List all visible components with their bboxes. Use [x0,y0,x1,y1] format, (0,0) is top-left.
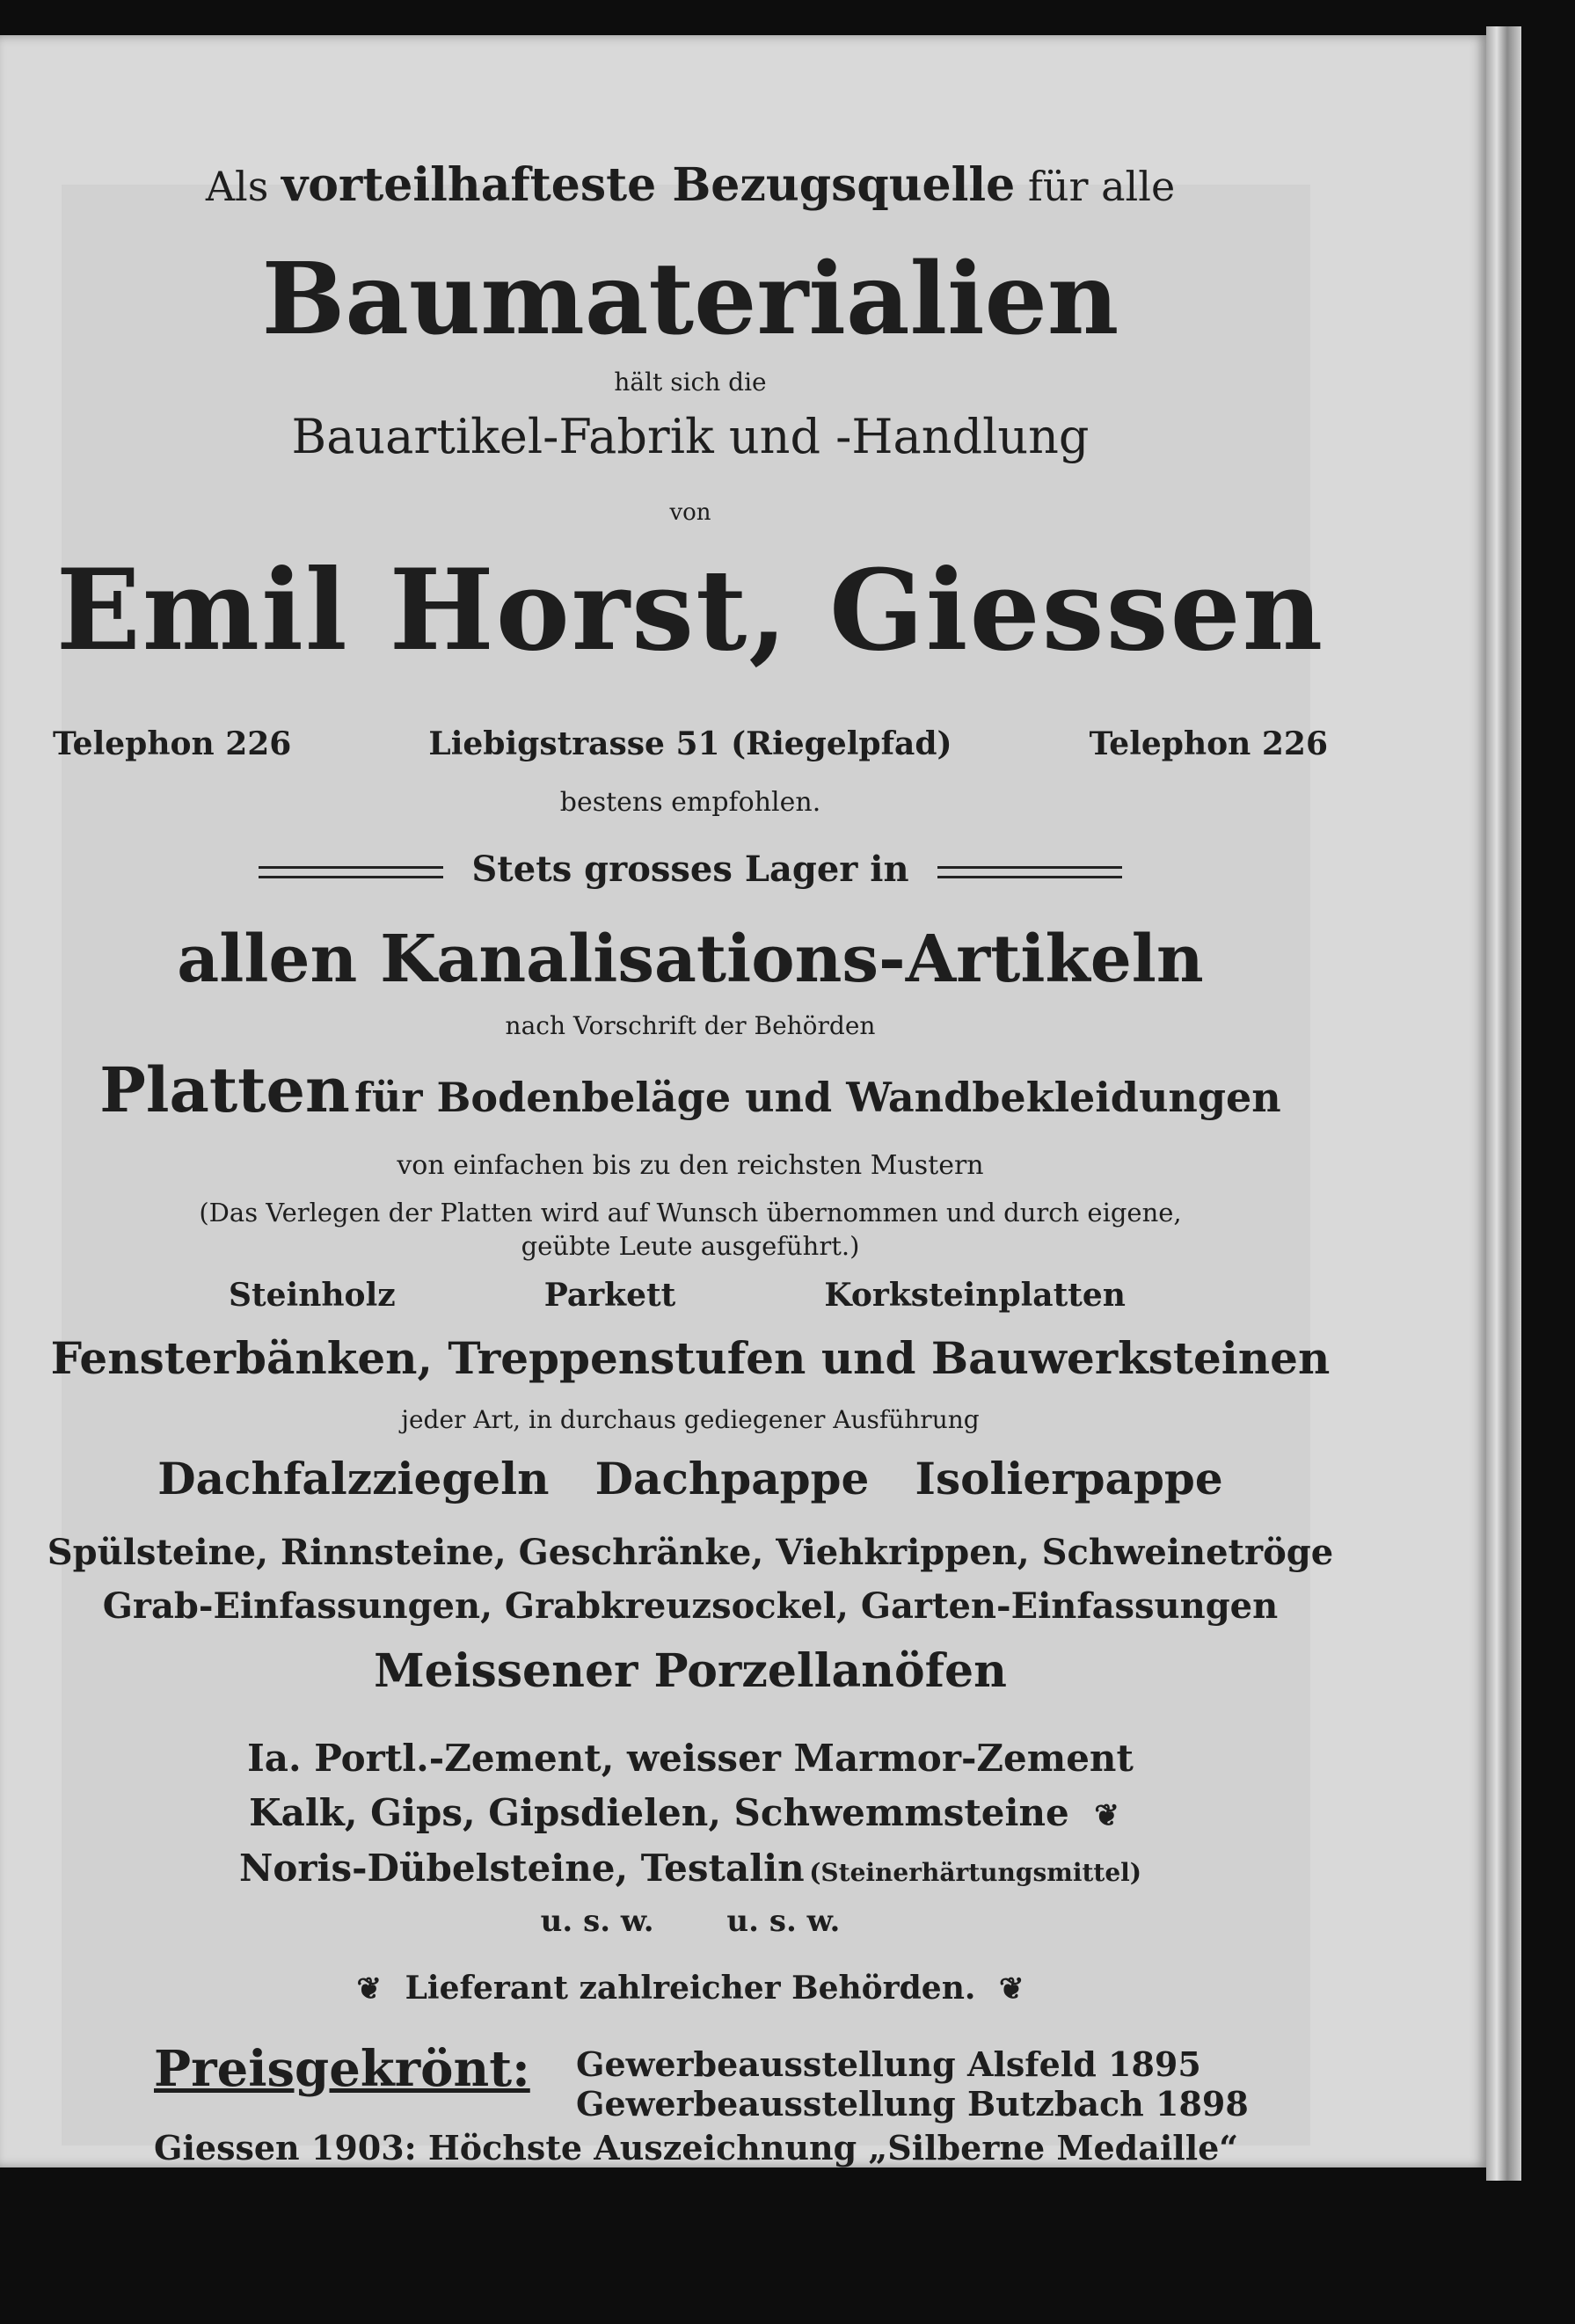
canal-heading: allen Kanalisations-Artikeln [177,922,1204,997]
usw-line: u. s. w. u. s. w. [540,1904,841,1939]
subline-haelt: hält sich die [614,368,767,397]
recommended: bestens empfohlen. [559,787,821,818]
material-steinholz: Steinholz [229,1277,396,1314]
laying-note-2: geübte Leute ausgeführt.) [521,1231,860,1261]
plates-line [0,1053,1381,1126]
intro-fuer-alle: für alle [1027,163,1176,210]
lime-text: Kalk, Gips, Gipsdielen, Schwemmsteine [249,1791,1069,1834]
supplier-line [0,1970,1381,2007]
roof-line: Dachfalzziegeln Dachpappe Isolierpappe [157,1453,1223,1504]
intro-line [0,158,1381,212]
noris-text: Noris-Dübelsteine, Testalin [238,1847,805,1890]
supplier-text: Lieferant zahlreicher Behörden. [405,1970,976,2007]
sills-line: Fensterbänken, Treppenstufen und Bauwerksteinen [50,1332,1331,1384]
plates-rest: für Bodenbeläge und Wandbekleidungen [354,1074,1281,1121]
leaf-ornament-icon: ❦ [1094,1798,1119,1833]
double-rule-left [259,866,443,878]
ovens-line: Meissener Porzellanöfen [374,1644,1007,1698]
prize-giessen: Giessen 1903: Höchste Auszeichnung „Silberne Medaille“ [154,2128,1239,2167]
company-type: Bauartikel-Fabrik und -Handlung [291,409,1090,464]
contact-row [53,725,1328,762]
sinks-line: Spülsteine, Rinnsteine, Geschränke, Viehkrippen, Schweinetröge [47,1532,1334,1573]
graves-line: Grab-Einfassungen, Grabkreuzsockel, Garten-Einfassungen [102,1585,1279,1627]
material-parkett: Parkett [543,1277,676,1314]
page-edge [1486,26,1521,2181]
leaf-ornament-icon: ❦ [998,1971,1024,2007]
canal-sub: nach Vorschrift der Behörden [505,1011,876,1040]
plates-word: Platten [99,1053,350,1126]
laying-note-1: (Das Verlegen der Platten wird auf Wunsch übernommen und durch eigene, [199,1198,1182,1228]
plates-sub: von einfachen bis zu den reichsten Mustern [397,1150,984,1181]
advertisement-page [0,35,1486,2167]
prize-alsfeld: Gewerbeausstellung Alsfeld 1895 [576,2044,1201,2084]
material-korkstein: Korksteinplatten [824,1277,1126,1314]
stock-text: Stets grosses Lager in [471,849,909,890]
main-title: Baumaterialien [261,242,1119,357]
intro-emphasis: vorteilhafteste Bezugsquelle [281,158,1016,212]
subline-von: von [669,499,711,526]
noris-line [0,1847,1381,1890]
lime-line [0,1791,1381,1834]
phone-right: Telephon 226 [1089,725,1328,762]
stock-line [0,849,1381,890]
cement-line: Ia. Portl.-Zement, weisser Marmor-Zement [247,1737,1134,1780]
intro-als: Als [205,163,269,210]
prize-label: Preisgekrönt: [154,2040,530,2098]
noris-note: (Steinerhärtungsmittel) [809,1858,1142,1887]
firm-name: Emil Horst, Giessen [55,545,1325,675]
prize-butzbach: Gewerbeausstellung Butzbach 1898 [576,2084,1249,2124]
phone-left: Telephon 226 [53,725,292,762]
sills-sub: jeder Art, in durchaus gediegener Ausführung [401,1405,980,1434]
materials-row [229,1277,1126,1314]
leaf-ornament-icon: ❦ [356,1971,383,2007]
double-rule-right [937,866,1122,878]
address: Liebigstrasse 51 (Riegelpfad) [428,725,952,762]
